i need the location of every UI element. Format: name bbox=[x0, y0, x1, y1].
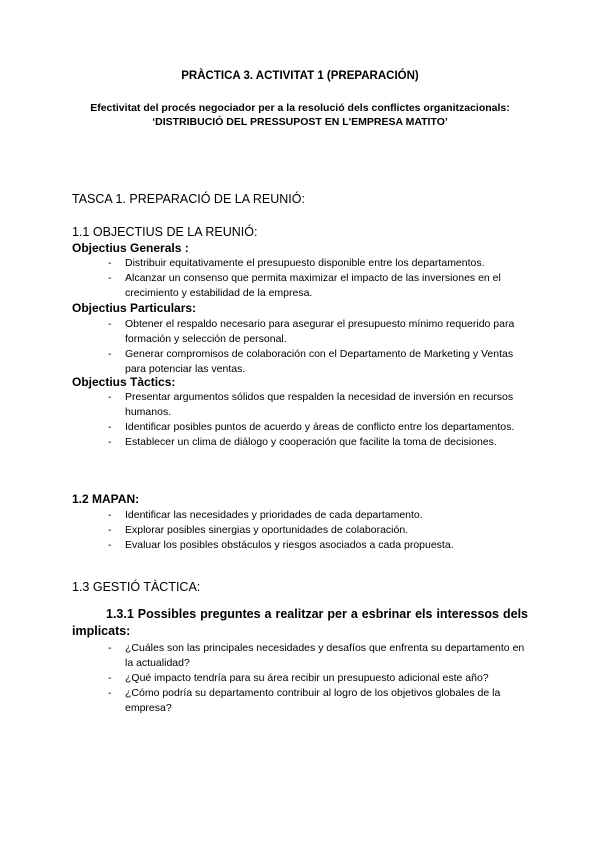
general-objectives-list bbox=[108, 256, 528, 301]
list-item: - ¿Qué impacto tendría para su área recibir un presupuesto adicional este año? bbox=[108, 672, 489, 684]
particular-objectives-list bbox=[108, 317, 528, 377]
bullet-dash: - bbox=[108, 272, 112, 284]
document-subtitle bbox=[60, 101, 540, 129]
list-item: - Alcanzar un consenso que permita maximizar el impacto de las inversiones en el crecimiento y estabilidad de la empresa. bbox=[108, 272, 501, 299]
tactical-objectives-list bbox=[108, 390, 528, 450]
general-objectives-label: Objectius Generals : bbox=[72, 241, 189, 255]
list-item: - Identificar las necesidades y prioridades de cada departamento. bbox=[108, 509, 423, 521]
list-item: - Explorar posibles sinergias y oportunidades de colaboración. bbox=[108, 524, 409, 536]
bullet-dash: - bbox=[108, 687, 112, 699]
task-1-heading: TASCA 1. PREPARACIÓ DE LA REUNIÓ: bbox=[72, 192, 305, 206]
subtitle-line-2: ‘DISTRIBUCIÓ DEL PRESSUPOST EN L'EMPRESA MATITO’ bbox=[152, 116, 448, 128]
tactics-heading: 1.3 GESTIÓ TÀCTICA: bbox=[72, 580, 201, 594]
questions-subheading: 1.3.1 Possibles preguntes a realitzar per a esbrinar els interessos dels implicats: bbox=[72, 607, 528, 638]
particular-objectives-label: Objectius Particulars: bbox=[72, 301, 197, 315]
bullet-dash: - bbox=[108, 421, 112, 433]
bullet-dash: - bbox=[108, 642, 112, 654]
bullet-dash: - bbox=[108, 436, 112, 448]
bullet-dash: - bbox=[108, 539, 112, 551]
subtitle-line-1: Efectivitat del procés negociador per a la resolució dels conflictes organitzacionals: bbox=[90, 102, 510, 114]
tactical-objectives-label: Objectius Tàctics: bbox=[72, 375, 176, 389]
bullet-dash: - bbox=[108, 509, 112, 521]
questions-list bbox=[108, 641, 528, 716]
objectives-heading: 1.1 OBJECTIUS DE LA REUNIÓ: bbox=[72, 225, 258, 239]
mapan-heading: 1.2 MAPAN: bbox=[72, 492, 140, 506]
list-item: - Generar compromisos de colaboración con el Departamento de Marketing y Ventas para potenciar las ventas. bbox=[108, 348, 514, 375]
bullet-dash: - bbox=[108, 524, 112, 536]
list-item: - ¿Cuáles son las principales necesidades y desafíos que enfrenta su departamento en la actualidad? bbox=[108, 642, 525, 669]
list-item: - Distribuir equitativamente el presupuesto disponible entre los departamentos. bbox=[108, 257, 485, 269]
bullet-dash: - bbox=[108, 318, 112, 330]
bullet-dash: - bbox=[108, 391, 112, 403]
bullet-dash: - bbox=[108, 672, 112, 684]
bullet-dash: - bbox=[108, 257, 112, 269]
list-item: - Identificar posibles puntos de acuerdo y áreas de conflicto entre los departamentos. bbox=[108, 421, 515, 433]
list-item: - Establecer un clima de diálogo y cooperación que facilite la toma de decisiones. bbox=[108, 436, 497, 448]
list-item: - ¿Cómo podría su departamento contribuir al logro de los objetivos globales de la empresa? bbox=[108, 687, 501, 714]
list-item: - Obtener el respaldo necesario para asegurar el presupuesto mínimo requerido para formación y selección de personal. bbox=[108, 318, 515, 345]
list-item: - Presentar argumentos sólidos que respalden la necesidad de inversión en recursos humanos. bbox=[108, 391, 514, 418]
document-title: PRÀCTICA 3. ACTIVITAT 1 (PREPARACIÓN) bbox=[181, 70, 419, 82]
mapan-list bbox=[108, 508, 528, 553]
bullet-dash: - bbox=[108, 348, 112, 360]
list-item: - Evaluar los posibles obstáculos y riesgos asociados a cada propuesta. bbox=[108, 539, 454, 551]
